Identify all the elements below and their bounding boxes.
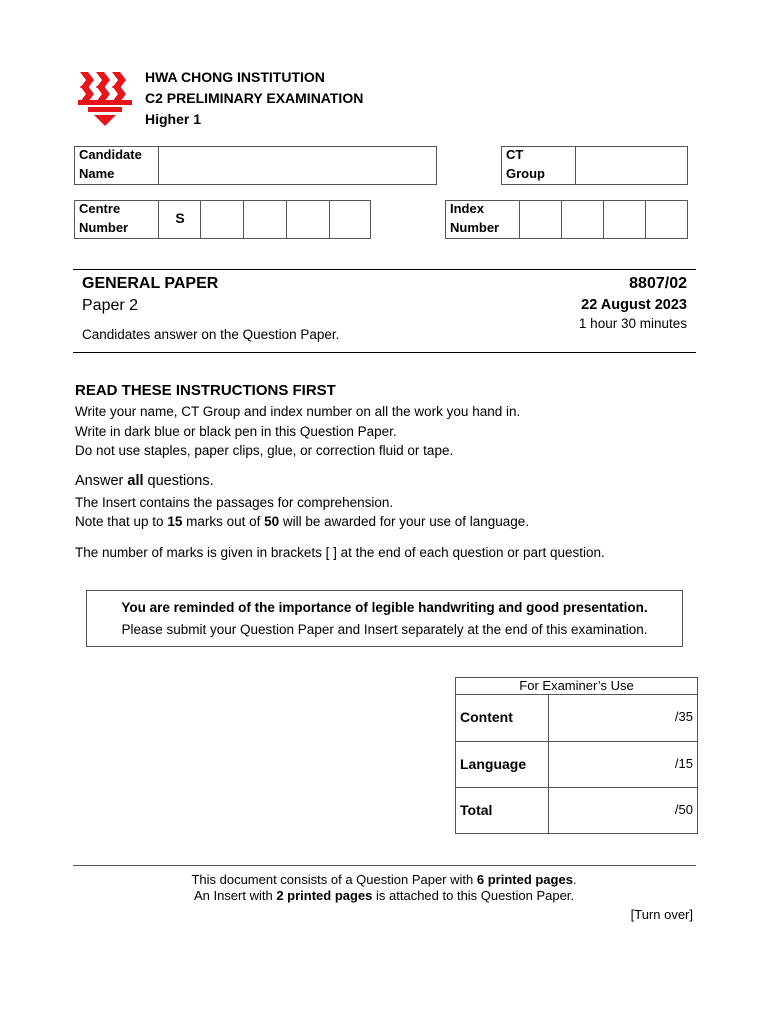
reminder-box	[86, 590, 683, 647]
instructions-heading: READ THESE INSTRUCTIONS FIRST	[75, 382, 336, 399]
footer-l2-bold: 2 printed pages	[276, 888, 373, 903]
exam-date: 22 August 2023	[581, 297, 687, 313]
subject-title: GENERAL PAPER	[82, 275, 219, 292]
lang-bold-15: 15	[167, 514, 183, 529]
instruction-line-1: Write your name, CT Group and index number on all the work you hand in.	[75, 404, 521, 419]
centre-number-label-1: Centre	[79, 201, 121, 216]
reminder-line-2: Please submit your Question Paper and Insert separately at the end of this examination.	[121, 622, 648, 637]
index-digit-4[interactable]	[646, 201, 687, 238]
exam-title: C2 PRELIMINARY EXAMINATION	[145, 90, 364, 106]
index-number-label-2: Number	[450, 220, 500, 235]
index-digit-1[interactable]	[520, 201, 560, 238]
instruction-line-2: Write in dark blue or black pen in this Question Paper.	[75, 424, 397, 439]
lang-post: will be awarded for your use of language.	[279, 514, 530, 529]
bottom-rule	[73, 352, 696, 353]
examiner-row-label: Language	[460, 756, 527, 772]
answer-text-bold: all	[127, 473, 144, 489]
logo-emblem-icon	[76, 70, 134, 128]
top-rule	[73, 269, 696, 270]
language-score-cell[interactable]	[550, 742, 697, 787]
centre-digit-2[interactable]	[244, 201, 285, 238]
examiner-table	[455, 677, 698, 834]
ct-group-input[interactable]	[576, 147, 687, 184]
paper-code: 8807/02	[629, 275, 687, 292]
footer-l1-post: .	[572, 872, 577, 887]
centre-digit-1[interactable]	[201, 201, 242, 238]
examiner-row-max: /15	[674, 756, 693, 771]
centre-prefix: S	[175, 210, 185, 226]
reminder-bold-line: You are reminded of the importance of legible handwriting and good presentation.	[121, 600, 648, 615]
lang-bold-50: 50	[264, 514, 280, 529]
footer-rule	[73, 865, 696, 866]
footer-l2-pre: An Insert with	[193, 888, 277, 903]
turn-over-label: [Turn over]	[630, 907, 693, 922]
ct-group-label-2: Group	[506, 166, 545, 181]
ct-group-label-1: CT	[506, 147, 524, 162]
examiner-row-max: /50	[674, 802, 693, 817]
answer-text-pre: Answer	[75, 473, 128, 489]
marks-brackets-line: The number of marks is given in brackets [ ] at the end of each question or part question.	[75, 545, 605, 560]
candidate-name-label-1: Candidate	[79, 147, 142, 162]
footer-l1-bold: 6 printed pages	[476, 872, 573, 887]
examiner-row-label: Total	[460, 802, 493, 818]
footer-l2-post: is attached to this Question Paper.	[372, 888, 575, 903]
index-digit-3[interactable]	[604, 201, 644, 238]
footer-l1-pre: This document consists of a Question Paper with	[191, 872, 477, 887]
answer-location-note: Candidates answer on the Question Paper.	[82, 327, 340, 342]
index-number-label-1: Index	[450, 201, 484, 216]
lang-mid: marks out of	[182, 514, 265, 529]
centre-digit-4[interactable]	[330, 201, 370, 238]
paper-label: Paper 2	[82, 297, 139, 314]
index-digit-2[interactable]	[562, 201, 602, 238]
candidate-name-input[interactable]	[158, 147, 436, 184]
content-score-cell[interactable]	[550, 695, 697, 741]
centre-digit-3[interactable]	[287, 201, 328, 238]
centre-number-label-2: Number	[79, 220, 129, 235]
footer-line-1	[0, 872, 768, 888]
institution-name: HWA CHONG INSTITUTION	[145, 69, 325, 85]
exam-duration: 1 hour 30 minutes	[578, 316, 687, 331]
total-score-cell[interactable]	[550, 788, 697, 833]
candidate-name-label-2: Name	[79, 166, 115, 181]
lang-pre: Note that up to	[75, 514, 168, 529]
instruction-line-3: Do not use staples, paper clips, glue, or correction fluid or tape.	[75, 443, 454, 458]
language-marks-line	[75, 512, 529, 532]
examiner-row-label: Content	[460, 709, 513, 725]
examiner-row-max: /35	[674, 709, 693, 724]
answer-all-line	[75, 473, 214, 489]
insert-line: The Insert contains the passages for comprehension.	[75, 495, 394, 510]
answer-text-post: questions.	[143, 473, 214, 489]
institution-logo	[76, 70, 134, 128]
footer-line-2	[0, 888, 768, 904]
examiner-table-title: For Examiner’s Use	[456, 678, 697, 695]
exam-level: Higher 1	[145, 111, 202, 127]
